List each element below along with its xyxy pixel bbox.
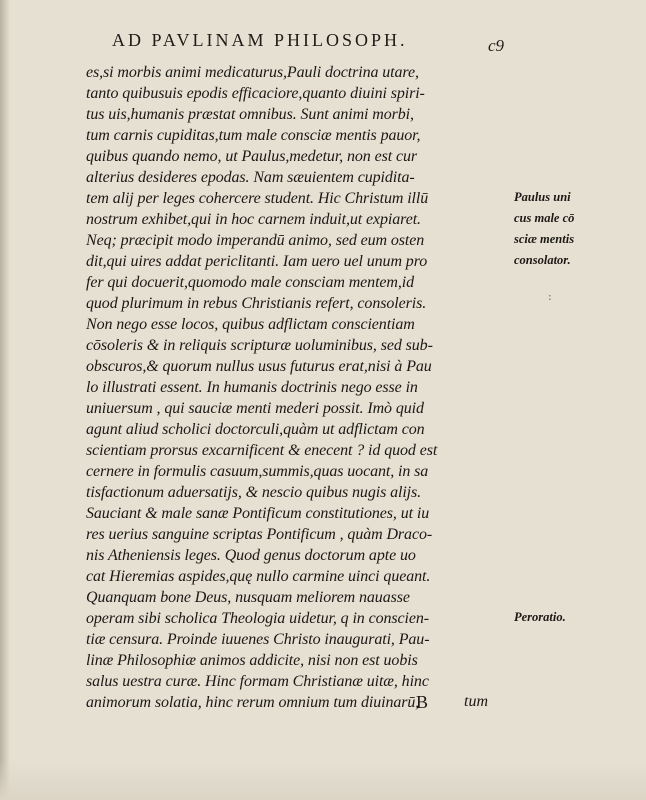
text-line: alterius desideres epodas. Nam sæuientem cupidita- [86, 169, 415, 186]
text-line: operam sibi scholica Theologia uidetur, q in conscien- [86, 610, 430, 627]
marginal-note-paulus [514, 187, 624, 271]
text-line: tisfactionum aduersatijs, & nescio quibus nugis alijs. [86, 484, 422, 501]
text-line: lo illustrati essent. In humanis doctrinis nego esse in [86, 379, 418, 396]
gutter-shadow [0, 0, 10, 800]
text-line: Non nego esse locos, quibus adflictam conscientiam [86, 316, 415, 333]
page-footer [86, 692, 504, 716]
text-line: tiæ censura. Proinde iuuenes Christo inaugurati, Pau- [86, 631, 430, 648]
text-line: linæ Philosophiæ animos addicite, nisi non est uobis [86, 652, 418, 669]
main-text-block [86, 62, 504, 713]
text-line: nostrum exhibet,qui in hoc carnem induit,ut expiaret. [86, 211, 421, 228]
margin-stain: : [548, 290, 552, 303]
marginal-note-line: cus male cō [514, 211, 575, 225]
text-line: cernere in formulis casuum,summis,quas uocant, in sa [86, 463, 429, 480]
text-line: uniuersum , qui sauciæ menti mederi possit. Imò quid [86, 400, 424, 417]
text-line: salus uestra curæ. Hinc formam Christianæ uitæ, hinc [86, 673, 429, 690]
text-line: tem alij per leges cohercere student. Hic Christum illū [86, 190, 429, 207]
text-line: res uerius sanguine scriptas Pontificum , quàm Draco- [86, 526, 433, 543]
text-line: agunt aliud scholici doctorculi,quàm ut adflictam con [86, 421, 425, 438]
page-bottom-shade [0, 760, 646, 800]
catchword: tum [464, 693, 488, 710]
marginal-note-peroratio [514, 607, 624, 628]
text-line: fer qui docuerit,quomodo male consciam mentem,id [86, 274, 415, 291]
signature-mark: B [416, 692, 429, 712]
text-line: Neq; præcipit modo imperandū animo, sed eum osten [86, 232, 425, 249]
text-line: quibus quando nemo, ut Paulus,medetur, non est cur [86, 148, 417, 165]
text-line: scientiam prorsus excarnificent & enecent ? id quod est [86, 442, 438, 459]
text-line: cat Hieremias aspides,quę nullo carmine uinci queant. [86, 568, 431, 585]
text-line: nis Atheniensis leges. Quod genus doctorum apte uo [86, 547, 416, 564]
marginal-note-line: Peroratio. [514, 610, 566, 624]
marginal-note-line: Paulus uni [514, 190, 571, 204]
text-line: tum carnis cupiditas,tum male consciæ mentis pauor, [86, 127, 421, 144]
running-title: AD PAVLINAM PHILOSOPH. [112, 30, 408, 50]
text-line: dit,qui uires addat periclitanti. Iam uero uel unum pro [86, 253, 428, 270]
marginal-note-line: sciæ mentis [514, 232, 575, 246]
folio-number: c9 [488, 36, 505, 55]
text-line: es,si morbis animi medicaturus,Pauli doctrina utare, [86, 64, 419, 81]
text-line: animorum solatia, hinc rerum omnium tum diuinarū, [86, 694, 420, 711]
text-line: tus uis,humanis præstat omnibus. Sunt animi morbi, [86, 106, 414, 123]
text-line: Sauciant & male sanæ Pontificum constitutiones, ut iu [86, 505, 430, 522]
text-line: cōsoleris & in reliquis scripturæ uoluminibus, sed sub- [86, 337, 433, 354]
text-line: obscuros,& quorum nullus usus futurus erat,nisi à Pau [86, 358, 432, 375]
text-line: Quanquam bone Deus, nusquam meliorem nauasse [86, 589, 410, 606]
text-line: quod plurimum in rebus Christianis refert, consoleris. [86, 295, 427, 312]
text-line: tanto quibusuis epodis efficaciore,quanto diuini spiri- [86, 85, 425, 102]
marginal-note-line: consolator. [514, 253, 571, 267]
